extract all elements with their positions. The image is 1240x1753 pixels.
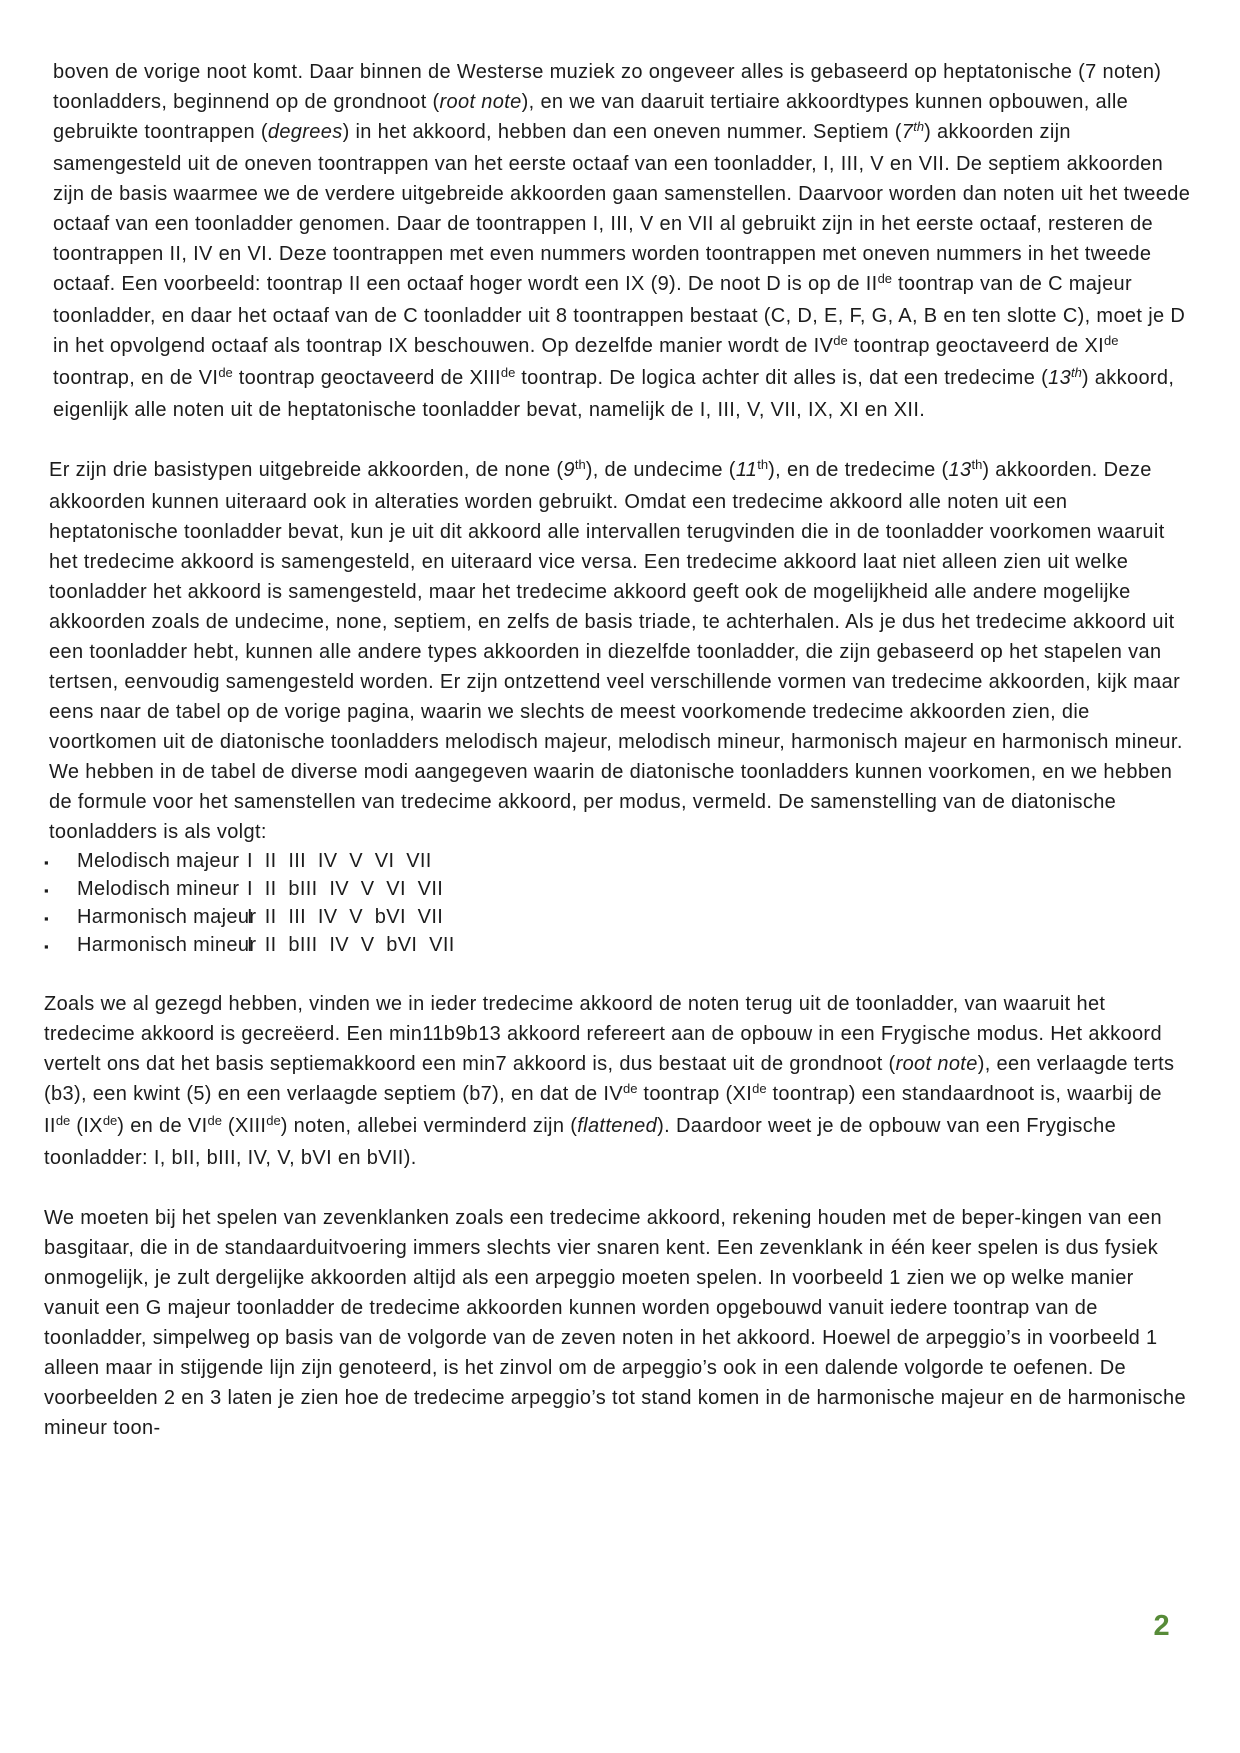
page-number: 2 [1153,1610,1170,1642]
paragraph-zevenklanken-arpeggio: We moeten bij het spelen van zevenklanken zoals een tredecime akkoord, rekening houden met de beper-kingen van een basgitaar, die in de standaarduitvoering immers slechts vier snaren kent. Een zevenklank in één keer spelen is dus fysiek onmogelijk, je zult dergelijke akkoorden altijd als een arpeggio moeten spelen. In voorbeeld 1 zien we op welke manier vanuit een G majeur toonladder de tredecime akkoorden kunnen worden opgebouwd vanuit iedere toontrap van de toonladder, simpelweg op basis van de volgorde van de zeven noten in het akkoord. Hoewel de arpeggio’s in voorbeeld 1 alleen maar in stijgende lijn zijn genoteerd, is het zinvol om de arpeggio’s ook in een dalende volgorde te oefenen. De voorbeelden 2 en 3 laten je zien hoe de tredecime arpeggio’s tot stand komen in de harmonische majeur en de harmonische mineur toon- [44,1207,1186,1439]
bullet-square-icon: ▪ [44,883,49,898]
bullet-square-icon: ▪ [44,855,49,870]
bullet-square-icon: ▪ [44,939,49,954]
scale-formula: I II III IV V VI VII [247,850,432,872]
scale-formula: I II III IV V bVI VII [247,906,444,928]
list-item-melodisch-majeur [44,847,1192,875]
paragraph-three-basic-types: Er zijn drie basistypen uitgebreide akkoorden, de none (9th), de undecime (11th), en de tredecime (13th) akkoorden. Deze akkoorden kunnen uiteraard ook in alteraties worden gebruikt. Omdat een tredecime akkoord alle noten uit een heptatonische toonladder bevat, kun je uit dit akkoord alle intervallen terugvinden die in de toonladder voorkomen waaruit het tredecime akkoord is samengesteld, en uiteraard vice versa. Een tredecime akkoord laat niet alleen zien uit welke toonladder het akkoord is samengesteld, maar het tredecime akkoord geeft ook de mogelijkheid alle andere mogelijke akkoorden zoals de undecime, none, septiem, en zelfs de basis triade, te achterhalen. Als je dus het tredecime akkoord uit een toonladder hebt, kunnen alle andere types akkoorden in diezelfde toonladder, die zijn gebaseerd op het stapelen van tertsen, eenvoudig samengesteld worden. Er zijn ontzettend veel verschillende vormen van tredecime akkoorden, kijk maar eens naar de tabel op de vorige pagina, waarin we slechts de meest voorkomende tredecime akkoorden zien, die voortkomen uit de diatonische toonladders melodisch majeur, melodisch mineur, harmonisch majeur en harmonisch mineur. We hebben in de tabel de diverse modi aangegeven waarin de diatonische toonladders kunnen voorkomen, en we hebben de formule voor het samenstellen van tredecime akkoord, per modus, vermeld. De samenstelling van de diatonische toonladders is als volgt: [49,457,1183,843]
paragraph-intro-extended-chords: boven de vorige noot komt. Daar binnen de Westerse muziek zo ongeveer alles is gebaseerd op heptatonische (7 noten) toonladders, beginnend op de grondnoot (root note), en we van daaruit tertiaire akkoordtypes kunnen opbouwen, alle gebruikte toontrappen (degrees) in het akkoord, hebben dan een oneven nummer. Septiem (7th) akkoorden zijn samengesteld uit de oneven toontrappen van het eerste octaaf van een toonladder, I, III, V en VII. De septiem akkoorden zijn de basis waarmee we de verdere uitgebreide akkoorden gaan samenstellen. Daarvoor worden dan noten uit het tweede octaaf van een toonladder genomen. Daar de toontrappen I, III, V en VII al gebruikt zijn in het eerste octaaf, resteren de toontrappen II, IV en VI. Deze toontrappen met even nummers worden toontrappen met oneven nummers in het tweede octaaf. Een voorbeeld: toontrap II een octaaf hoger wordt een IX (9). De noot D is op de IIde toontrap van de C majeur toonladder, en daar het octaaf van de C toonladder uit 8 toontrappen bestaat (C, D, E, F, G, A, B en ten slotte C), moet je D in het opvolgend octaaf als toontrap IX beschouwen. Op dezelfde manier wordt de IVde toontrap geoctaveerd de XIde toontrap, en de VIde toontrap geoctaveerd de XIIIde toontrap. De logica achter dit alles is, dat een tredecime (13th) akkoord, eigenlijk alle noten uit de heptatonische toonladder bevat, namelijk de I, III, V, VII, IX, XI en XII. [53,61,1191,421]
scale-name: Harmonisch mineur [77,934,257,956]
scale-name: Melodisch mineur [77,878,240,900]
scale-formula: I II bIII IV V VI VII [247,878,444,900]
scale-name: Harmonisch majeur [77,906,257,928]
bullet-square-icon: ▪ [44,911,49,926]
scale-name: Melodisch majeur [77,850,240,872]
paragraph-min11b9b13-frygisch: Zoals we al gezegd hebben, vinden we in ieder tredecime akkoord de noten terug uit de toonladder, van waaruit het tredecime akkoord is gecreëerd. Een min11b9b13 akkoord refereert aan de opbouw in een Frygische modus. Het akkoord vertelt ons dat het basis septiemakkoord een min7 akkoord is, dus bestaat uit de grondnoot (root note), een verlaagde terts (b3), een kwint (5) en een verlaagde septiem (b7), en dat de IVde toontrap (XIde toontrap) een standaardnoot is, waarbij de IIde (IXde) en de VIde (XIIIde) noten, allebei verminderd zijn (flattened). Daardoor weet je de opbouw van een Frygische toonladder: I, bII, bIII, IV, V, bVI en bVII). [44,993,1175,1169]
scale-formula: I II bIII IV V bVI VII [247,934,455,956]
scale-formula-list [44,847,1192,959]
list-item-melodisch-mineur [44,875,1192,903]
list-item-harmonisch-mineur [44,931,1192,959]
list-item-harmonisch-majeur [44,903,1192,931]
